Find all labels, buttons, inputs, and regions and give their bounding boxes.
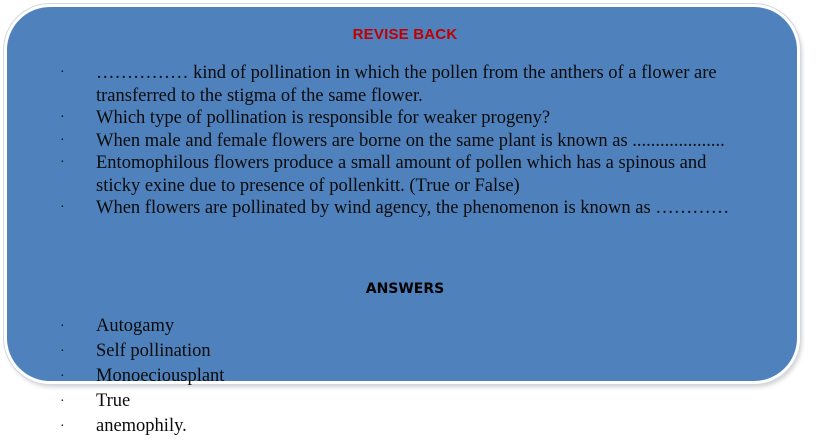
answer-item — [0, 389, 600, 414]
question-item — [0, 130, 752, 153]
question-text: Entomophilous flowers produce a small amount of pollen which has a spinous and sticky exine due to presence of pollenkitt. (True or False) — [96, 153, 707, 196]
answer-list — [0, 314, 600, 439]
answer-item — [0, 364, 600, 389]
bullet-icon: · — [60, 319, 65, 334]
answers-heading: ANSWERS — [365, 281, 445, 297]
answer-text: Monoeciousplant — [96, 366, 225, 386]
bullet-icon: · — [60, 369, 65, 384]
bullet-icon: · — [60, 132, 65, 148]
answer-text: Self pollination — [96, 341, 211, 361]
question-item — [0, 62, 752, 107]
answer-item — [0, 314, 600, 339]
bullet-icon: · — [60, 110, 65, 125]
revise-back-title: REVISE BACK — [352, 26, 458, 43]
question-list — [0, 62, 752, 220]
answer-text: anemophily. — [96, 416, 187, 436]
question-text: When male and female flowers are borne on the same plant is known as .................... — [96, 130, 725, 151]
question-text: Which type of pollination is responsible for weaker progeny? — [96, 108, 551, 128]
question-item — [0, 197, 752, 220]
bullet-icon: · — [60, 200, 65, 215]
bullet-icon: · — [60, 65, 65, 80]
bullet-icon: · — [60, 394, 65, 409]
question-item — [0, 152, 752, 197]
question-item — [0, 107, 752, 130]
bullet-icon: · — [60, 344, 65, 359]
answer-text: Autogamy — [96, 316, 175, 336]
question-text: …………… kind of pollination in which the pollen from the anthers of a flower are transferred to the stigma of the same flower. — [96, 63, 717, 106]
question-text: When flowers are pollinated by wind agency, the phenomenon is known as ………… — [96, 198, 730, 218]
bullet-icon: · — [60, 155, 65, 170]
answer-item — [0, 339, 600, 364]
bullet-icon: · — [60, 419, 65, 434]
answer-item — [0, 414, 600, 439]
answer-text: True — [96, 391, 131, 411]
